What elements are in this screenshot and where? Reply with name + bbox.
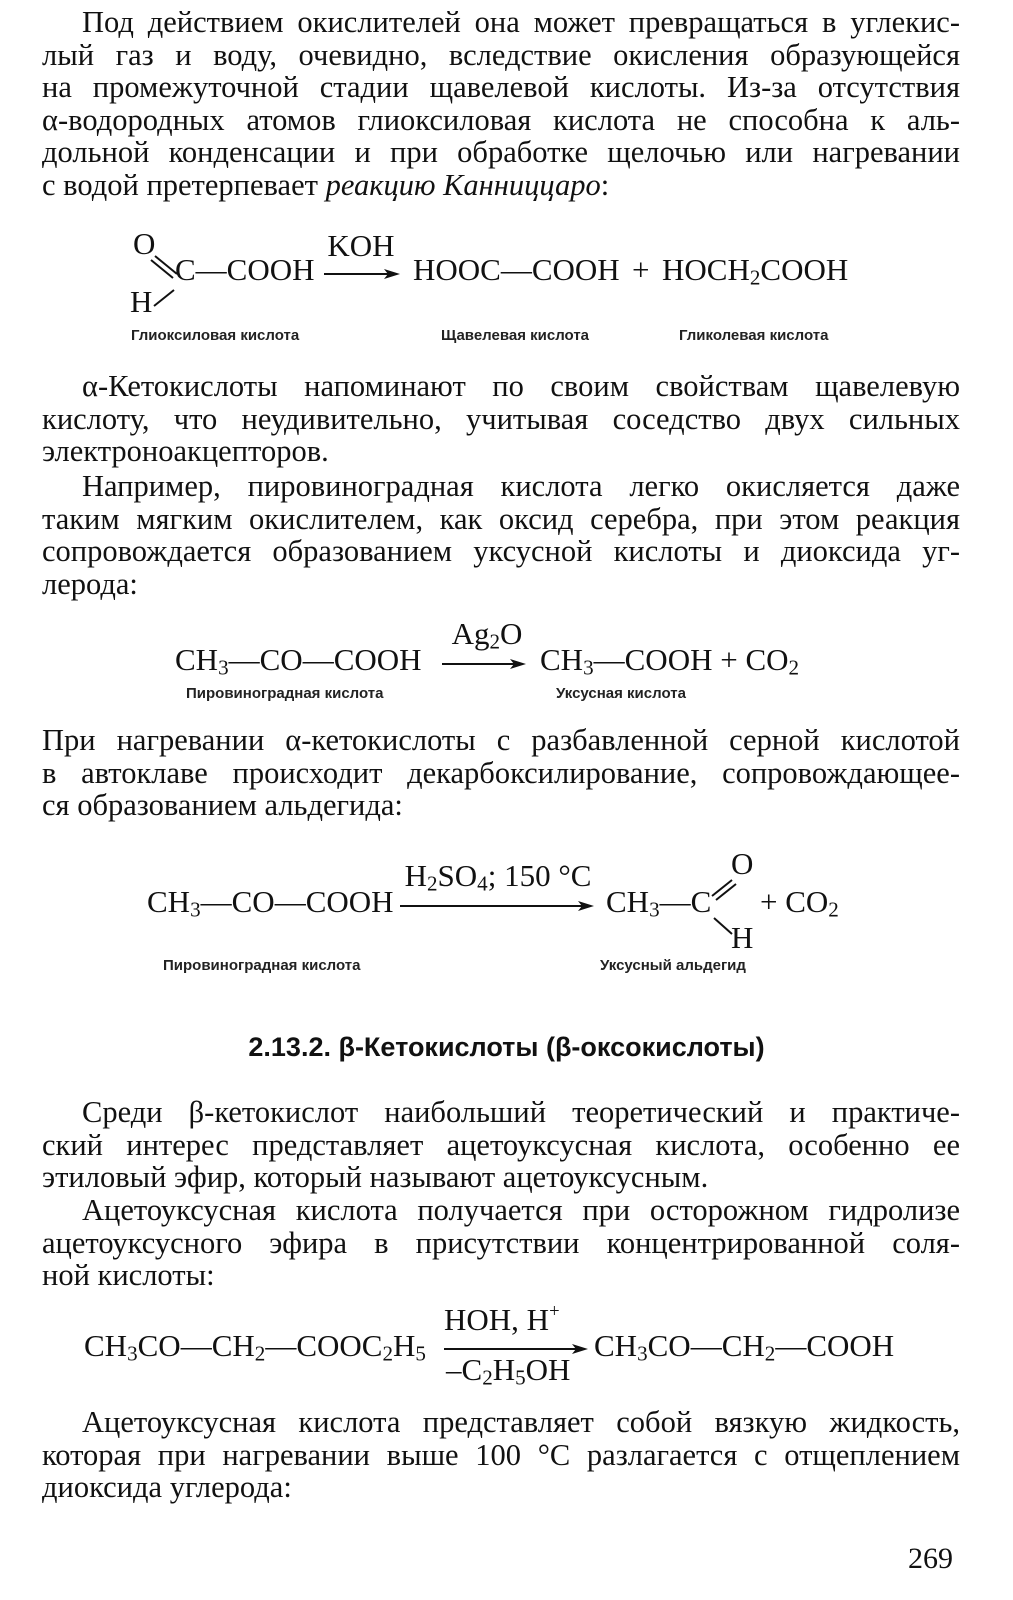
formula-part: HOH, H: [444, 1302, 550, 1337]
paragraph-1: [42, 6, 960, 201]
text-line: При нагревании α-кетокислоты с разбавленной серной кислотой: [42, 723, 960, 757]
text-line-part: с водой претерпевает: [42, 167, 326, 202]
oxalic-acid: HOOC—COOH: [413, 252, 620, 287]
formula-part: CH: [84, 1328, 128, 1363]
text-line: Среди β-кетокислот наибольший теоретический и практиче-: [82, 1095, 960, 1129]
formula-part: COOH: [760, 252, 849, 287]
page-number: 269: [908, 1542, 953, 1575]
aldehyde-hydrogen: H: [130, 284, 153, 319]
reagent-silver-oxide: [442, 616, 532, 652]
formula-subscript: 2: [382, 1341, 393, 1366]
plus-sign: +: [632, 252, 650, 287]
italic-term: реакцию Канниццаро: [325, 167, 601, 202]
reagent-water-acid: [444, 1302, 584, 1338]
formula-part: —CO—COOH: [228, 642, 422, 677]
formula-part: Ag: [451, 616, 490, 651]
caption-pyruvic-acid: Пировиноградная кислота: [163, 957, 361, 974]
formula-subscript: 3: [218, 655, 229, 680]
formula-part: CH: [606, 884, 650, 919]
text-line: ский интерес представляет ацетоуксусная кислота, особенно ее: [42, 1127, 960, 1162]
formula-subscript: 2: [749, 265, 761, 290]
text-line: Например, пировиноградная кислота легко окисляется даже: [82, 469, 960, 503]
text-line: сопровождается образованием уксусной кислоты и диоксида уг-: [42, 534, 960, 568]
text-line: α-Кетокислоты напоминают по своим свойствам щавелевую: [82, 369, 960, 403]
formula-part: H: [492, 1352, 516, 1387]
glycolic-acid: [662, 252, 848, 288]
formula-subscript: 2: [426, 871, 438, 896]
text-line: ацетоуксусного эфира в присутствии концентрированной соля-: [42, 1225, 960, 1260]
text-line: которая при нагревании выше 100 °C разлагается с отщеплением: [42, 1437, 960, 1472]
text-line: Ацетоуксусная кислота представляет собой вязкую жидкость,: [82, 1405, 960, 1439]
punctuation: :: [600, 167, 610, 202]
paragraph-2: [42, 370, 960, 468]
formula-part: H: [393, 1328, 416, 1363]
text-line: лый газ и воду, очевидно, вследствие окисления образующейся: [42, 37, 960, 72]
reagent-sulfuric-acid: [398, 858, 598, 894]
formula-subscript: 4: [477, 871, 488, 896]
formula-subscript: 2: [489, 629, 501, 654]
acetoacetic-acid: [594, 1328, 894, 1364]
caption-glycolic-acid: Гликолевая кислота: [679, 327, 829, 344]
formula-part: CH: [594, 1328, 638, 1363]
reaction-pyruvic-oxidation: [0, 612, 1013, 704]
paragraph-3: [42, 470, 960, 600]
text-line: ся образованием альдегида:: [42, 788, 403, 822]
text-line: дольной конденсации и при обработке щелочью или нагревании: [42, 135, 960, 169]
formula-part: CH: [540, 642, 584, 677]
text-line: кислоту, что неудивительно, учитывая соседство двух сильных: [42, 401, 960, 436]
text-line: [42, 169, 960, 202]
text-line: диоксида углерода:: [42, 1470, 292, 1504]
aldehyde-hydrogen: H: [731, 920, 754, 955]
formula-part: O: [500, 616, 523, 651]
formula-part: OH: [525, 1352, 571, 1387]
formula-subscript: 3: [583, 655, 594, 680]
formula-subscript: 3: [190, 897, 201, 922]
caption-acetaldehyde: Уксусный альдегид: [600, 957, 746, 974]
formula-part: CH: [147, 884, 191, 919]
formula-subscript: 2: [482, 1365, 493, 1390]
formula-part: + CO: [760, 884, 829, 919]
paragraph-7: [42, 1406, 960, 1504]
caption-acetic-acid: Уксусная кислота: [556, 685, 686, 702]
reaction-arrow: [440, 657, 530, 671]
formula-part: HOCH: [662, 252, 750, 287]
section-heading: 2.13.2. β-Кетокислоты (β-оксокислоты): [248, 1032, 765, 1062]
caption-oxalic-acid: Щавелевая кислота: [441, 327, 590, 344]
pyruvic-acid: [147, 884, 394, 920]
formula-part: —COOH: [775, 1328, 895, 1363]
formula-subscript: 5: [415, 1341, 426, 1366]
text-line: Ацетоуксусная кислота получается при осторожном гидролизе: [82, 1193, 960, 1227]
reaction-cannizzaro: [0, 220, 1013, 350]
formula-part: H: [404, 858, 427, 893]
reaction-decarboxylation: [0, 846, 1013, 976]
formula-superscript: +: [549, 1300, 560, 1322]
paragraph-6: [42, 1194, 960, 1292]
aldehyde-oxygen: O: [731, 846, 754, 881]
acetaldehyde-core: [606, 884, 711, 920]
text-line: ной кислоты:: [42, 1258, 215, 1292]
text-line: таким мягким окислителем, как оксид серебра, при этом реакция: [42, 501, 960, 536]
text-line: на промежуточной стадии щавелевой кислоты. Из-за отсутствия: [42, 70, 960, 104]
formula-part: —COOH + CO: [593, 642, 789, 677]
formula-part: CH: [175, 642, 219, 677]
formula-part: SO: [437, 858, 478, 893]
pyruvic-acid: [175, 642, 422, 678]
caption-glyoxylic-acid: Глиоксиловая кислота: [131, 327, 300, 344]
formula-part: —C: [659, 884, 712, 919]
paragraph-5: [42, 1096, 960, 1194]
formula-part: –C: [446, 1352, 483, 1387]
formula-subscript: 5: [515, 1365, 526, 1390]
glyoxylic-acid-core: C—COOH: [175, 252, 315, 287]
formula-subscript: 2: [764, 1341, 776, 1366]
formula-subscript: 3: [127, 1341, 138, 1366]
formula-subscript: 3: [649, 897, 660, 922]
text-line: в автоклаве происходит декарбоксилирование, сопровождающее-: [42, 755, 960, 790]
acetic-acid-and-co2: [540, 642, 799, 678]
formula-part: ; 150 °C: [487, 858, 592, 893]
carbon-dioxide: [760, 884, 839, 920]
reaction-arrow: [322, 267, 402, 281]
text-line: α-водородных атомов глиоксиловая кислота не способна к аль-: [42, 102, 960, 137]
text-line: электроноакцепторов.: [42, 434, 329, 468]
byproduct-ethanol: [446, 1352, 586, 1388]
text-line: этиловый эфир, который называют ацетоуксусным.: [42, 1160, 709, 1194]
text-line: Под действием окислителей она может превращаться в углекис-: [82, 5, 960, 39]
acetoacetic-ester: [84, 1328, 426, 1364]
reagent-koh: KOH: [327, 228, 395, 263]
aldehyde-oxygen: O: [133, 226, 156, 261]
caption-pyruvic-acid: Пировиноградная кислота: [186, 685, 384, 702]
formula-subscript: 3: [637, 1341, 648, 1366]
formula-part: —CO—COOH: [200, 884, 394, 919]
reaction-arrow: [398, 899, 598, 913]
formula-part: CO—CH: [647, 1328, 765, 1363]
text-line: лерода:: [42, 566, 138, 601]
reaction-ester-hydrolysis: [0, 1300, 1013, 1390]
formula-subscript: 2: [828, 897, 839, 922]
paragraph-4: [42, 724, 960, 822]
formula-subscript: 2: [254, 1341, 266, 1366]
formula-part: CO—CH: [137, 1328, 255, 1363]
formula-subscript: 2: [788, 655, 800, 680]
formula-part: —COOC: [265, 1328, 383, 1363]
